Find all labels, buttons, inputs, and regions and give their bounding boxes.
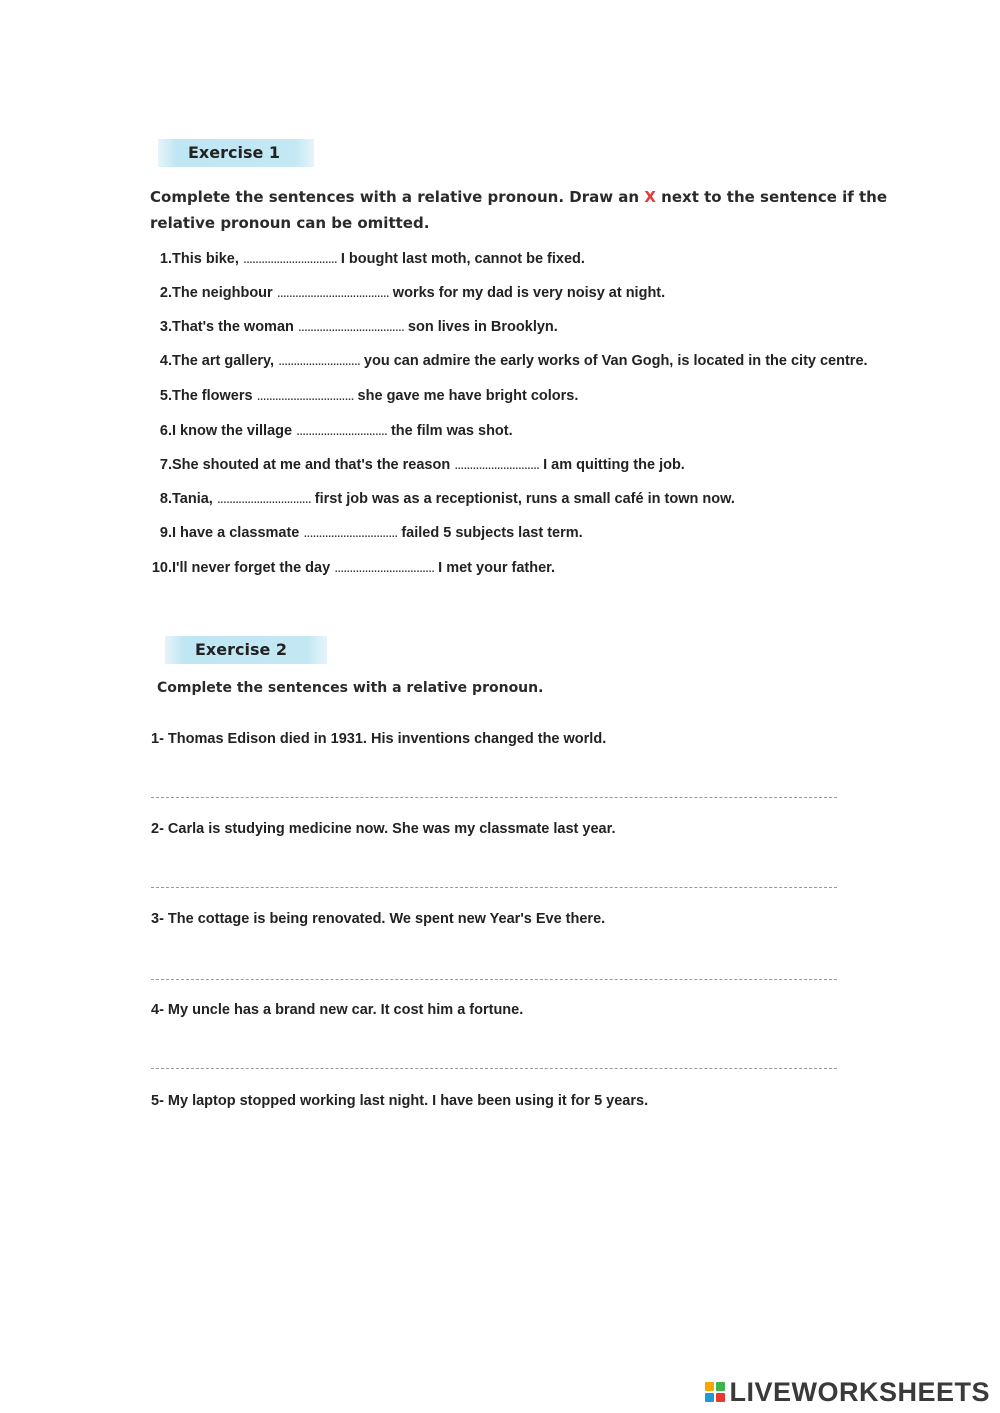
answer-blank[interactable]: ...........................	[278, 353, 360, 369]
item-text-before: I have a classmate	[172, 525, 304, 541]
logo-square-2	[716, 1382, 725, 1391]
exercise-2-sentence: 3- The cottage is being renovated. We spent new Year's Eve there.	[151, 911, 606, 927]
answer-line[interactable]	[151, 887, 837, 888]
answer-blank[interactable]: ...............................	[242, 251, 337, 267]
answer-line[interactable]	[151, 797, 837, 798]
exercise-2-title: Exercise 2	[165, 636, 327, 664]
exercise-2-sentence: 5- My laptop stopped working last night. I have been using it for 5 years.	[151, 1093, 649, 1109]
liveworksheets-logo-icon	[705, 1382, 725, 1402]
item-number: 7.	[159, 457, 172, 473]
item-text-before: That's the woman	[172, 319, 298, 335]
answer-line[interactable]	[151, 979, 837, 980]
item-number: 5.	[159, 388, 172, 404]
answer-blank[interactable]: .................................	[334, 560, 435, 576]
item-text-after: I am quitting the job.	[539, 457, 685, 473]
exercise-1-item	[146, 353, 946, 369]
answer-blank[interactable]: ............................	[454, 457, 540, 473]
item-text-after: failed 5 subjects last term.	[397, 525, 583, 541]
answer-blank[interactable]: ..............................	[296, 423, 387, 439]
exercise-1-item	[146, 457, 946, 473]
item-text-before: I'll never forget the day	[172, 560, 335, 576]
answer-blank[interactable]: .....................................	[276, 285, 389, 301]
answer-blank[interactable]: ...................................	[297, 319, 404, 335]
exercise-2-sentence: 1- Thomas Edison died in 1931. His inventions changed the world.	[151, 731, 607, 747]
exercise-1-item	[146, 491, 946, 507]
item-number: 6.	[159, 423, 172, 439]
item-text-after: works for my dad is very noisy at night.	[388, 285, 666, 301]
item-text-before: This bike,	[172, 251, 243, 267]
logo-square-1	[705, 1382, 714, 1391]
item-text-before: I know the village	[172, 423, 297, 439]
item-text-before: The art gallery,	[172, 353, 279, 369]
logo-square-4	[716, 1393, 725, 1402]
item-text-before: The flowers	[172, 388, 257, 404]
answer-blank[interactable]: ...............................	[216, 491, 311, 507]
exercise-1-item	[146, 525, 946, 541]
exercise-1-title: Exercise 1	[158, 139, 314, 167]
answer-blank[interactable]: ...............................	[303, 525, 398, 541]
item-number: 1.	[159, 251, 172, 267]
instruction-text-part-2: next to the sentence if the relative pronoun can be omitted.	[150, 188, 888, 232]
item-text-after: the film was shot.	[386, 423, 513, 439]
exercise-2-sentence: 4- My uncle has a brand new car. It cost him a fortune.	[151, 1002, 524, 1018]
answer-line[interactable]	[151, 1068, 837, 1069]
exercise-1-item	[146, 285, 946, 301]
exercise-2-sentence: 2- Carla is studying medicine now. She was my classmate last year.	[151, 821, 616, 837]
item-text-after: son lives in Brooklyn.	[403, 319, 558, 335]
exercise-2-instruction: Complete the sentences with a relative pronoun.	[157, 680, 544, 696]
exercise-1-item	[146, 560, 946, 576]
instruction-text-part-1: Complete the sentences with a relative pronoun. Draw an	[150, 188, 640, 206]
exercise-1-item	[146, 388, 946, 404]
item-text-after: I bought last moth, cannot be fixed.	[336, 251, 585, 267]
item-text-before: She shouted at me and that's the reason	[172, 457, 455, 473]
x-mark: X	[644, 188, 656, 206]
item-text-after: she gave me have bright colors.	[353, 388, 579, 404]
logo-text: LIVEWORKSHEETS	[729, 1376, 990, 1407]
item-number: 9.	[159, 525, 172, 541]
item-number: 2.	[159, 285, 172, 301]
exercise-1-instruction	[150, 184, 890, 236]
item-text-before: Tania,	[172, 491, 217, 507]
item-number: 4.	[159, 353, 172, 369]
item-text-after: I met your father.	[434, 560, 556, 576]
item-number: 8.	[159, 491, 172, 507]
item-number: 10.	[151, 560, 172, 576]
exercise-1-item	[146, 319, 946, 335]
exercise-1-item	[146, 251, 946, 267]
answer-blank[interactable]: ................................	[256, 388, 354, 404]
item-text-before: The neighbour	[172, 285, 277, 301]
liveworksheets-logo	[705, 1376, 990, 1407]
item-number: 3.	[159, 319, 172, 335]
item-text-after: first job was as a receptionist, runs a small café in town now.	[310, 491, 735, 507]
logo-square-3	[705, 1393, 714, 1402]
exercise-1-item	[146, 423, 946, 439]
item-text-after: you can admire the early works of Van Gogh, is located in the city centre.	[359, 353, 868, 369]
